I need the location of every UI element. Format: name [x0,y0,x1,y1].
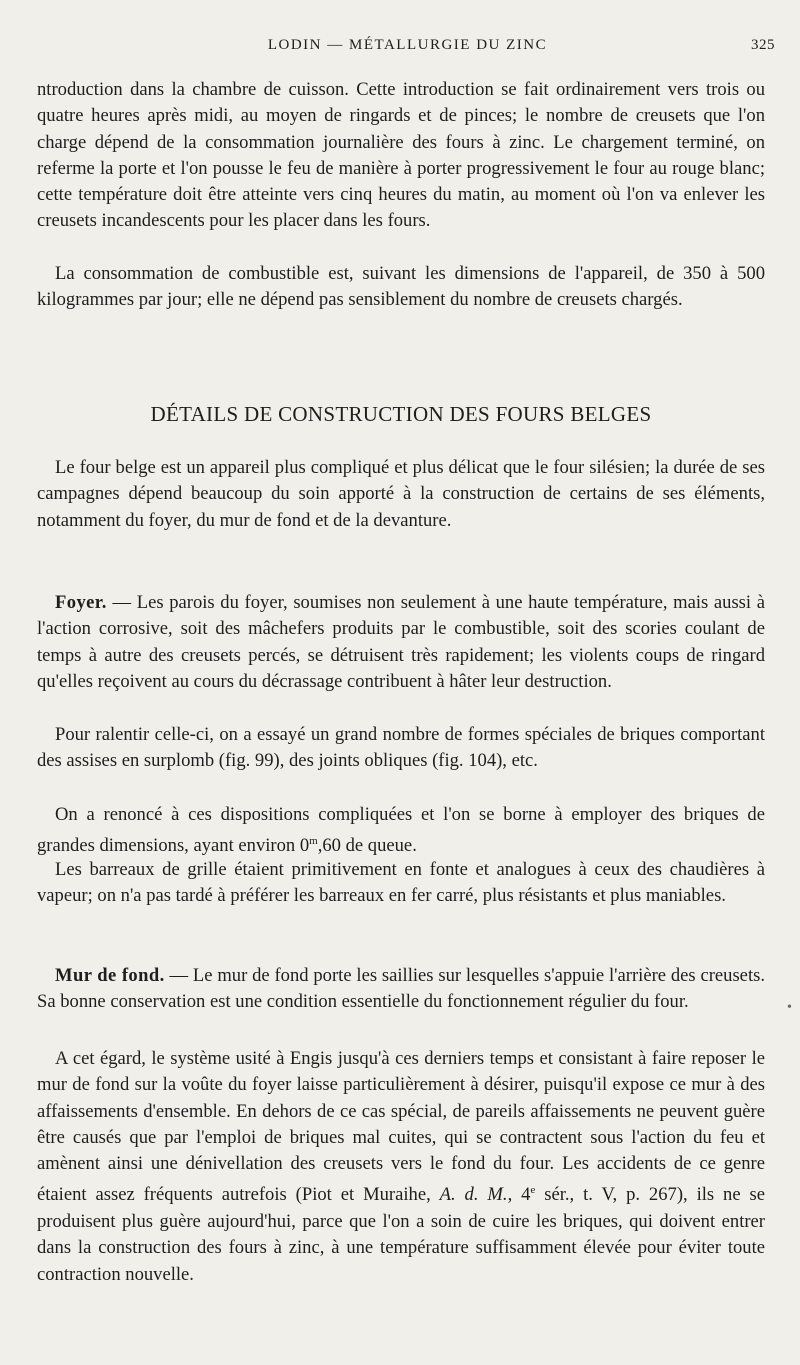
subsection-heading-mur-de-fond: Mur de fond. [55,965,165,986]
engis-text-b: , 4 [507,1184,531,1206]
running-head [40,37,775,59]
unit-superscript: m [309,835,318,848]
paragraph-four-belge: Le four belge est un appareil plus compliqué et plus délicat que le four silésien; la durée de ses campagnes dépend beaucoup du soin apporté à la construction de certains de ses éléments, notamment du foyer, du mur de fond et de la devanture. [37,457,765,531]
paragraph-consommation: La consommation de combustible est, suivant les dimensions de l'appareil, de 350 à 500 kilogrammes par jour; elle ne dépend pas sensiblement du nombre de creusets chargés. [37,263,765,311]
section-title: DÉTAILS DE CONSTRUCTION DES FOURS BELGES [150,402,652,426]
running-title: LODIN — MÉTALLURGIE DU ZINC [267,37,548,53]
series-superscript: e [530,1184,536,1197]
paragraph-renonce [37,802,765,860]
mur-text: — Le mur de fond porte les saillies sur lesquelles s'appuie l'arrière des creusets. Sa bonne conservation est une condition essentielle du fonctionnement régulier du four. [37,965,765,1013]
paragraph-foyer [37,590,765,695]
engis-text-a: A cet égard, le système usité à Engis jusqu'à ces derniers temps et consistant à faire reposer le mur de fond sur la voûte du foyer laisse particulièrement à désirer, puisqu'il expose ce mur à des affaissements d'ensemble. En dehors de ce cas spécial, de pareils affaissements ne peuvent guère être causés que par l'emploi de briques mal cuites, qui se contractent sous l'action du feu et amènent ainsi une dénivellation des creusets vers le fond du four. Les accidents de ce genre étaient assez fréquents autrefois (Piot et Muraihe, [37,1048,765,1206]
margin-speck: • [787,1000,792,1015]
renonce-text-a: On a renoncé à ces dispositions compliquées et l'on se borne à employer des briques de grandes dimensions, ayant environ 0 [37,804,765,857]
citation-abbrev: A. d. M. [439,1184,508,1206]
paragraph-mur-de-fond [37,963,765,1016]
engis-text-c: sér., t. V, p. 267), ils ne se produisent plus guère aujourd'hui, parce que l'on a soin de cuire les briques, qui doivent entrer dans la construction des fours à zinc, à une température suffisamment élevée pour éviter toute contraction nouvelle. [37,1184,766,1285]
paragraph-engis [37,1046,765,1288]
paragraph-introduction: ntroduction dans la chambre de cuisson. Cette introduction se fait ordinairement vers trois ou quatre heures après midi, au moyen de ringards et de pinces; le nombre de creusets que l'on charge dépend de la consommation journalière des fours à zinc. Le chargement terminé, on referme la porte et l'on pousse le feu de manière à porter progressivement le four au rouge blanc; cette température doit être atteinte vers cinq heures du matin, au moment où l'on va enlever les creusets incandescents pour les placer dans les fours. [37,79,765,232]
subsection-heading-foyer: Foyer. [55,592,107,613]
paragraph-barreaux: Les barreaux de grille étaient primitivement en fonte et analogues à ceux des chaudières à vapeur; on n'a pas tardé à préférer les barreaux en fer carré, plus résistants et plus maniables. [37,859,765,907]
paragraph-ralentir: Pour ralentir celle-ci, on a essayé un grand nombre de formes spéciales de briques comportant des assises en surplomb (fig. 99), des joints obliques (fig. 104), etc. [37,724,765,772]
renonce-text-b: ,60 de queue. [317,835,417,857]
page-number: 325 [751,37,775,53]
foyer-text: — Les parois du foyer, soumises non seulement à une haute température, mais aussi à l'action corrosive, soit des mâchefers produits par le combustible, soit des scories coulant de temps à autre des creusets percés, se détruisent très rapidement; les violents coups de ringard qu'elles reçoivent au cours du décrassage contribuent à hâter leur destruction. [37,592,765,692]
